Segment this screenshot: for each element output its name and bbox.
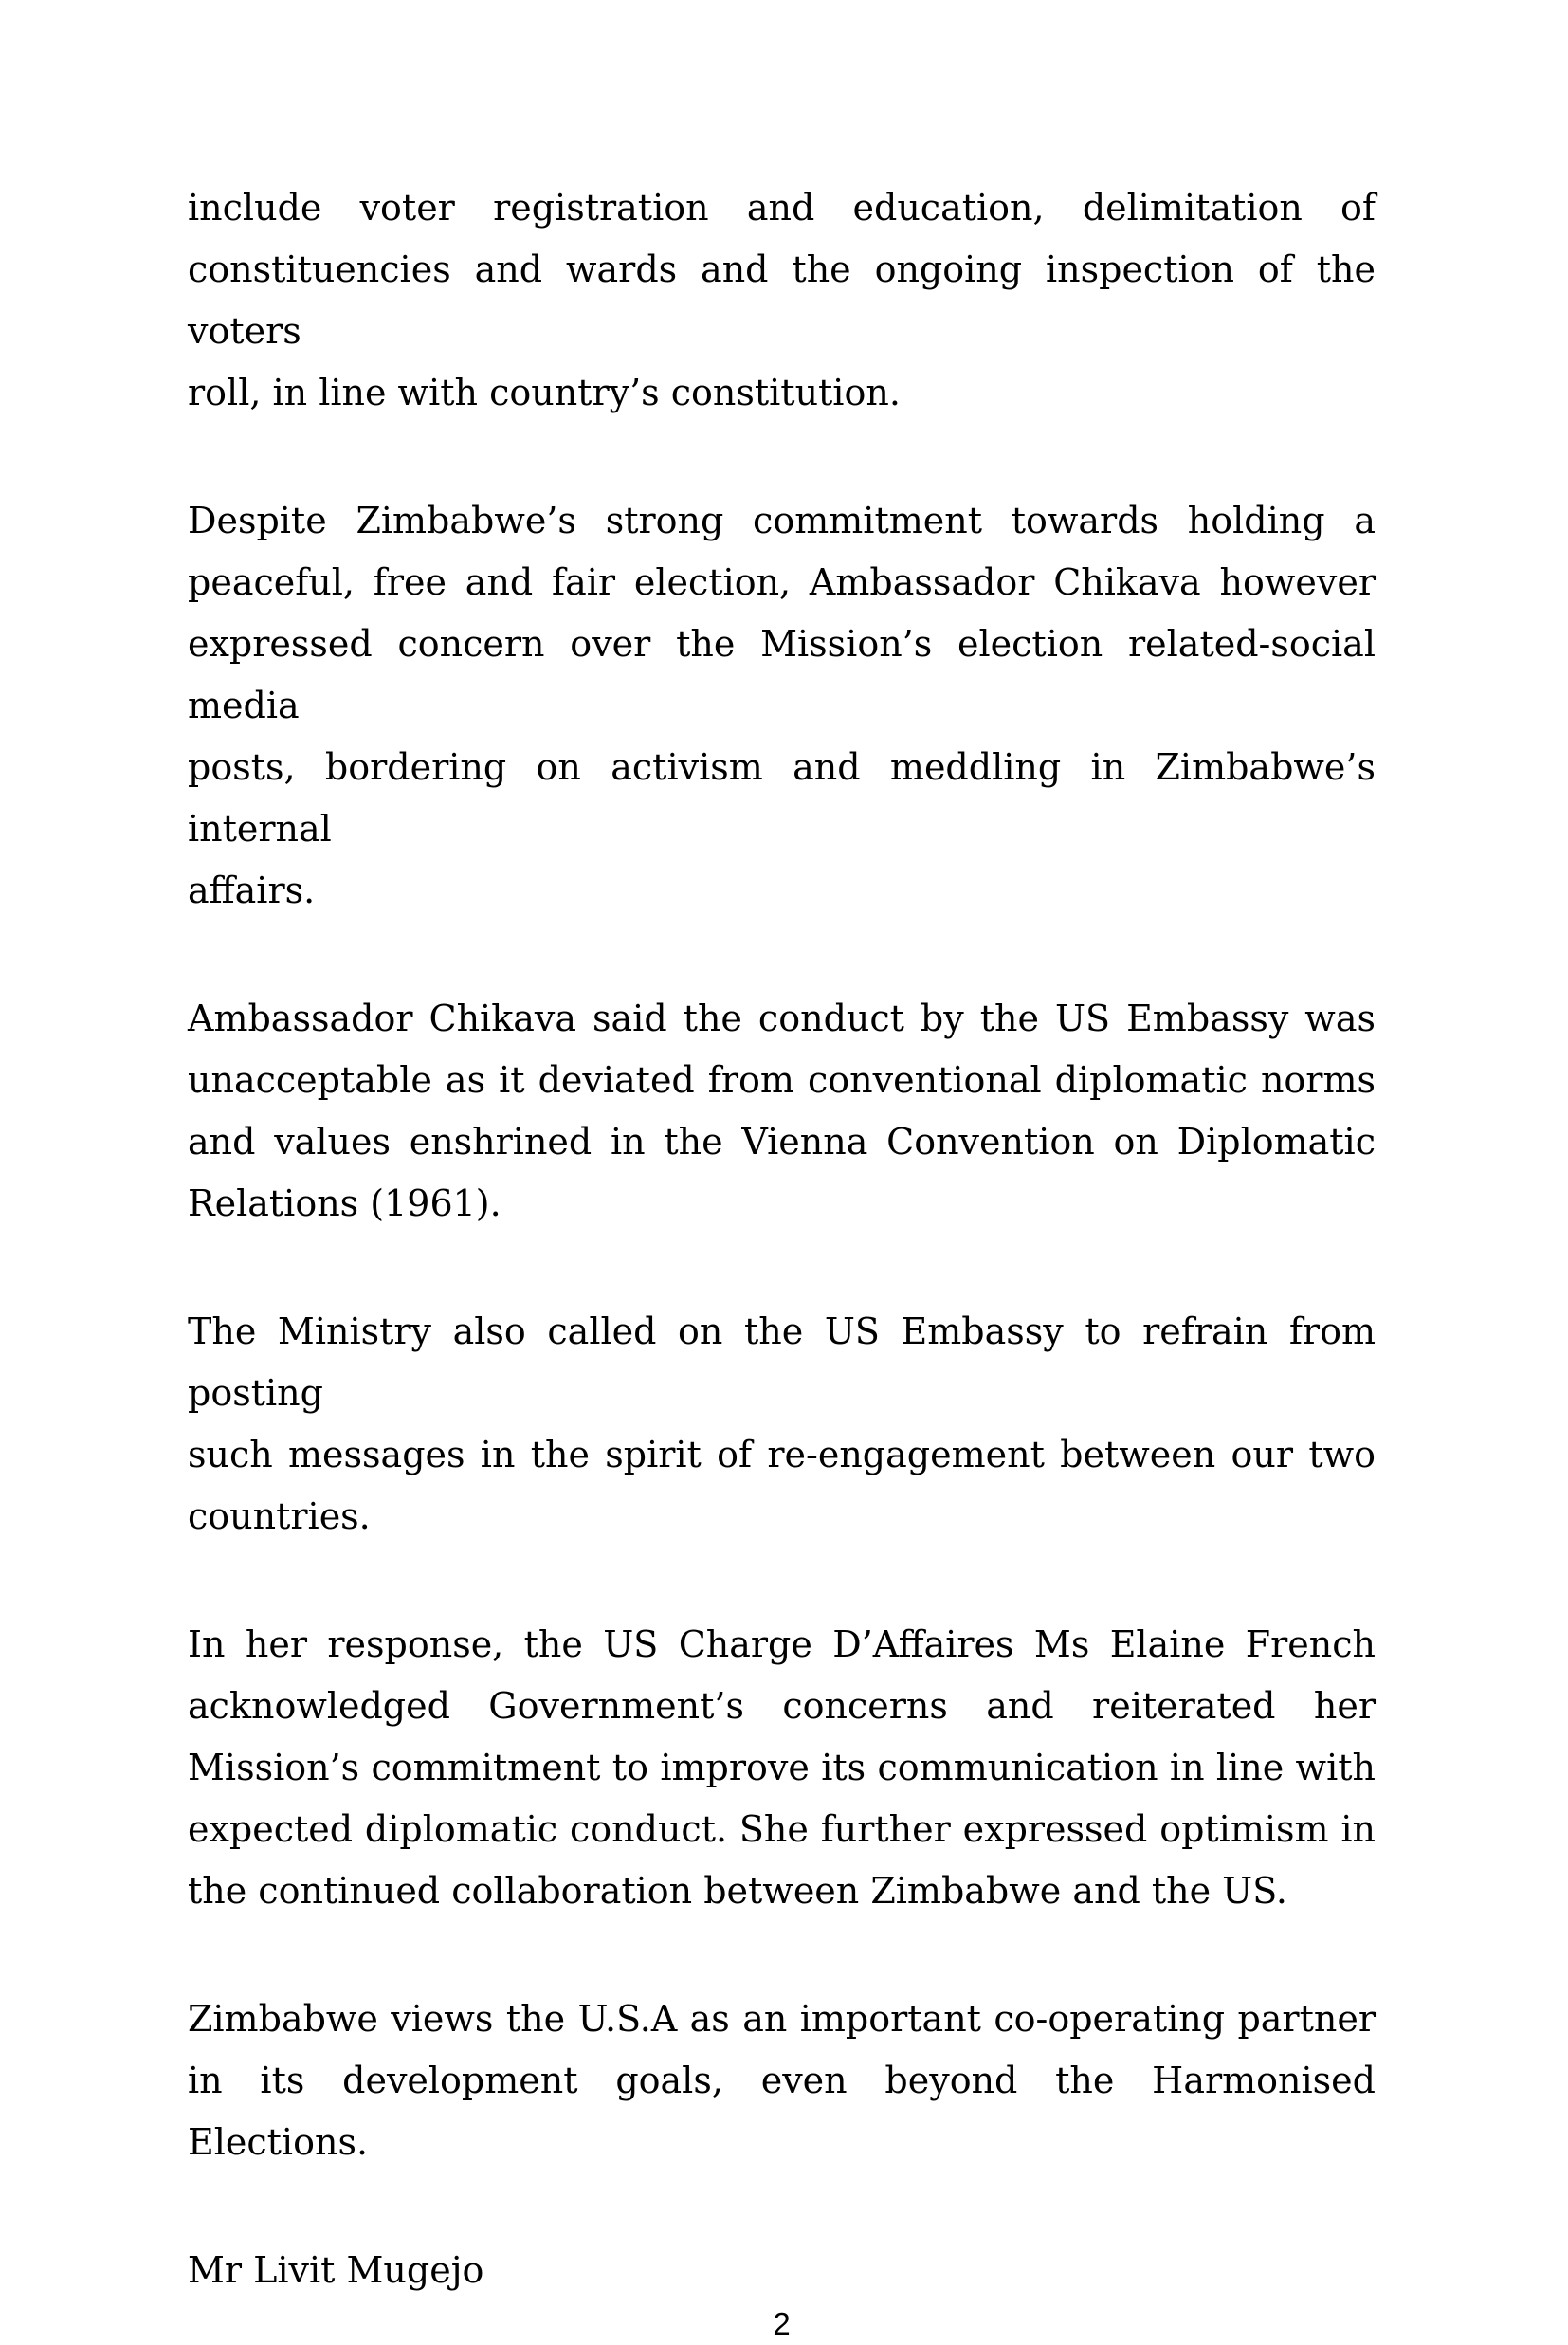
text-line: affairs. bbox=[188, 870, 316, 911]
text-line: the continued collaboration between Zimbabwe and the US. bbox=[188, 1870, 1287, 1912]
paragraph-6 bbox=[188, 1988, 1376, 2173]
text-line: and values enshrined in the Vienna Convention on Diplomatic bbox=[188, 1121, 1376, 1163]
text-line: countries. bbox=[188, 1495, 371, 1537]
text-line: unacceptable as it deviated from conventional diplomatic norms bbox=[188, 1059, 1376, 1101]
page-number: 2 bbox=[773, 2306, 791, 2341]
paragraph-5 bbox=[188, 1614, 1376, 1922]
text-line: Despite Zimbabwe’s strong commitment towards holding a bbox=[188, 500, 1376, 541]
text-line: expected diplomatic conduct. She further expressed optimism in bbox=[188, 1808, 1376, 1850]
text-line: constituencies and wards and the ongoing inspection of the voters bbox=[188, 248, 1376, 352]
text-line: Relations (1961). bbox=[188, 1182, 501, 1224]
text-line: The Ministry also called on the US Embassy to refrain from posting bbox=[188, 1310, 1376, 1414]
paragraph-1 bbox=[188, 177, 1376, 424]
paragraph-4 bbox=[188, 1301, 1376, 1548]
text-line: peaceful, free and fair election, Ambassador Chikava however bbox=[188, 561, 1376, 603]
text-line: acknowledged Government’s concerns and reiterated her bbox=[188, 1685, 1376, 1727]
signature-line: Mr Livit Mugejo bbox=[188, 2249, 484, 2291]
text-line: such messages in the spirit of re-engagement between our two bbox=[188, 1434, 1376, 1475]
text-line: expressed concern over the Mission’s election related-social media bbox=[188, 623, 1376, 726]
text-line: posts, bordering on activism and meddling in Zimbabwe’s internal bbox=[188, 746, 1376, 850]
text-line: Mission’s commitment to improve its communication in line with bbox=[188, 1747, 1376, 1788]
text-line: In her response, the US Charge D’Affaires Ms Elaine French bbox=[188, 1623, 1376, 1665]
text-line: roll, in line with country’s constitution. bbox=[188, 372, 901, 413]
paragraph-3 bbox=[188, 988, 1376, 1235]
text-line: Zimbabwe views the U.S.A as an important co-operating partner bbox=[188, 1998, 1376, 2040]
text-line: include voter registration and education, delimitation of bbox=[188, 187, 1376, 229]
text-line: in its development goals, even beyond the Harmonised Elections. bbox=[188, 2060, 1376, 2163]
text-line: Ambassador Chikava said the conduct by the US Embassy was bbox=[188, 998, 1376, 1039]
paragraph-2 bbox=[188, 490, 1376, 922]
